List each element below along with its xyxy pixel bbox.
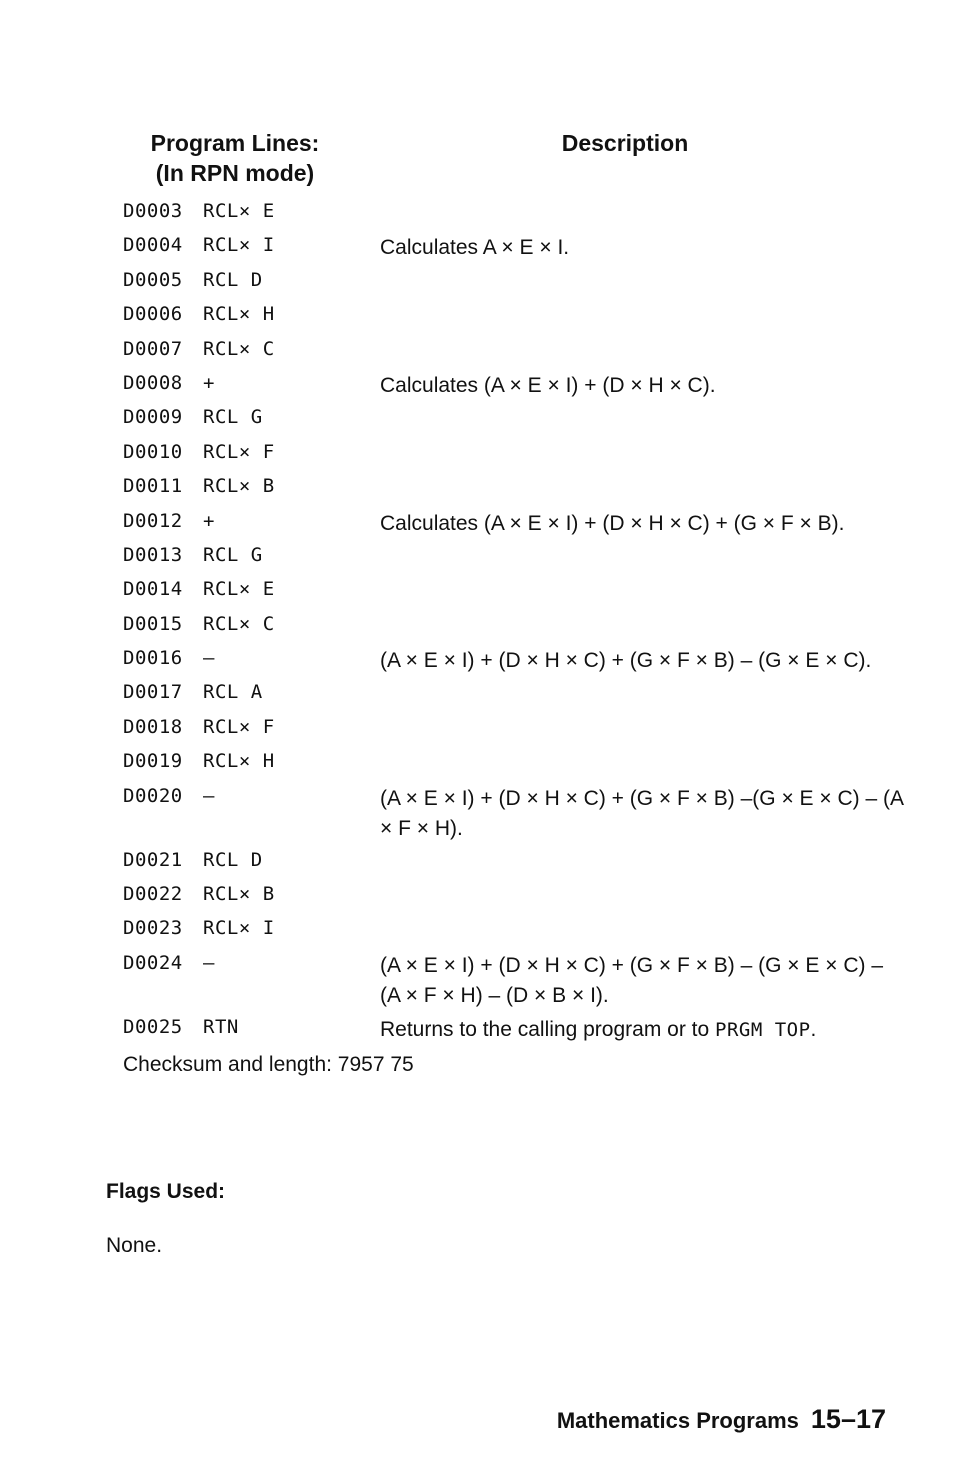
line-description: [380, 746, 903, 749]
line-description-end: .: [810, 1017, 817, 1041]
line-instruction: RCL D: [203, 848, 263, 871]
line-description: [380, 1012, 903, 1045]
line-label: D0003: [123, 200, 183, 222]
line-description-display-text: PRGM TOP: [715, 1018, 811, 1041]
program-line-row: [123, 299, 903, 333]
program-line-row: [123, 879, 903, 913]
line-instruction: RCL× H: [203, 750, 275, 773]
program-line-row: [123, 643, 903, 677]
line-instruction: –: [203, 784, 215, 807]
program-line-row: [123, 402, 903, 436]
line-instruction: RCL× C: [203, 612, 275, 635]
line-instruction: RCL× E: [203, 200, 275, 222]
program-line-row: [123, 781, 903, 845]
line-description: [380, 299, 903, 302]
line-label: D0022: [123, 883, 183, 906]
line-description: [380, 471, 903, 474]
program-line-row: [123, 334, 903, 368]
line-instruction: RCL× F: [203, 715, 275, 738]
flags-used-body: None.: [106, 1234, 163, 1257]
program-line-row: [123, 1012, 903, 1046]
program-line-row: [123, 471, 903, 505]
line-label: D0018: [123, 715, 183, 738]
line-description: (A × E × I) + (D × H × C) + (G × F × B) – (G × E × C) – (A × F × H) – (D × B × I).: [380, 953, 883, 1007]
line-label: D0012: [123, 509, 183, 532]
program-line-row: [123, 746, 903, 780]
line-instruction: RTN: [203, 1015, 239, 1038]
line-description: [380, 334, 903, 337]
program-line-row: [123, 230, 903, 264]
program-line-row: [123, 677, 903, 711]
program-line-row: [123, 540, 903, 574]
program-lines-header: [110, 128, 360, 188]
line-label: D0011: [123, 475, 183, 498]
page-footer: [557, 1404, 886, 1435]
line-label: D0005: [123, 268, 183, 291]
program-lines-subtitle: (In RPN mode): [155, 160, 315, 186]
line-description-text: Returns to the calling program or to: [380, 1017, 710, 1041]
line-instruction: –: [203, 951, 215, 974]
program-lines-title: Program Lines:: [150, 130, 320, 156]
line-description: Calculates (A × E × I) + (D × H × C).: [380, 373, 716, 397]
line-description: [380, 913, 903, 916]
program-line-row: [123, 913, 903, 947]
line-instruction: RCL A: [203, 681, 263, 704]
line-instruction: RCL D: [203, 268, 263, 291]
program-line-row: [123, 948, 903, 1012]
program-line-row: [123, 609, 903, 643]
line-label: D0010: [123, 440, 183, 463]
line-description: [380, 540, 903, 543]
line-description: Calculates (A × E × I) + (D × H × C) + (G × F × B).: [380, 511, 845, 535]
line-instruction: +: [203, 371, 215, 394]
line-label: D0004: [123, 234, 183, 257]
line-label: D0016: [123, 647, 183, 670]
line-label: D0021: [123, 848, 183, 871]
line-description: [380, 196, 903, 199]
line-label: D0023: [123, 917, 183, 940]
line-label: D0017: [123, 681, 183, 704]
line-instruction: RCL G: [203, 406, 263, 429]
line-label: D0007: [123, 337, 183, 360]
program-line-row: [123, 506, 903, 540]
line-instruction: –: [203, 647, 215, 670]
line-label: D0009: [123, 406, 183, 429]
program-line-row: [123, 574, 903, 608]
program-line-row: [123, 845, 903, 879]
program-line-row: [123, 265, 903, 299]
program-line-row: [123, 437, 903, 471]
line-description: [380, 265, 903, 268]
description-header: Description: [561, 130, 689, 156]
line-label: D0006: [123, 303, 183, 326]
line-instruction: RCL× B: [203, 475, 275, 498]
line-description: [380, 712, 903, 715]
program-line-row: [123, 368, 903, 402]
program-line-row: [123, 712, 903, 746]
line-instruction: RCL× I: [203, 917, 275, 940]
line-description: (A × E × I) + (D × H × C) + (G × F × B) –(G × E × C) – (A × F × H).: [380, 786, 903, 840]
line-label: D0015: [123, 612, 183, 635]
line-label: D0014: [123, 578, 183, 601]
program-listing: [123, 196, 903, 1080]
program-line-row: [123, 196, 903, 230]
line-instruction: RCL× B: [203, 883, 275, 906]
checksum-and-length: Checksum and length: 7957 75: [123, 1053, 414, 1077]
line-description: (A × E × I) + (D × H × C) + (G × F × B) – (G × E × C).: [380, 649, 872, 673]
line-description: [380, 677, 903, 680]
line-instruction: +: [203, 509, 215, 532]
line-description: [380, 879, 903, 882]
line-label: D0025: [123, 1015, 183, 1038]
line-instruction: RCL× F: [203, 440, 275, 463]
line-description: [380, 437, 903, 440]
line-instruction: RCL× C: [203, 337, 275, 360]
line-instruction: RCL× H: [203, 303, 275, 326]
flags-used-heading: Flags Used:: [106, 1180, 226, 1203]
footer-chapter-title: Mathematics Programs: [556, 1408, 799, 1433]
line-label: D0013: [123, 543, 183, 566]
line-label: D0019: [123, 750, 183, 773]
line-instruction: RCL G: [203, 543, 263, 566]
footer-page-number: 15–17: [810, 1404, 886, 1434]
line-description: [380, 845, 903, 848]
line-description: [380, 609, 903, 612]
line-label: D0024: [123, 951, 183, 974]
line-description: [380, 574, 903, 577]
line-instruction: RCL× E: [203, 578, 275, 601]
line-label: D0008: [123, 371, 183, 394]
line-description: [380, 402, 903, 405]
line-instruction: RCL× I: [203, 234, 275, 257]
line-description: Calculates A × E × I.: [380, 236, 570, 260]
line-label: D0020: [123, 784, 183, 807]
